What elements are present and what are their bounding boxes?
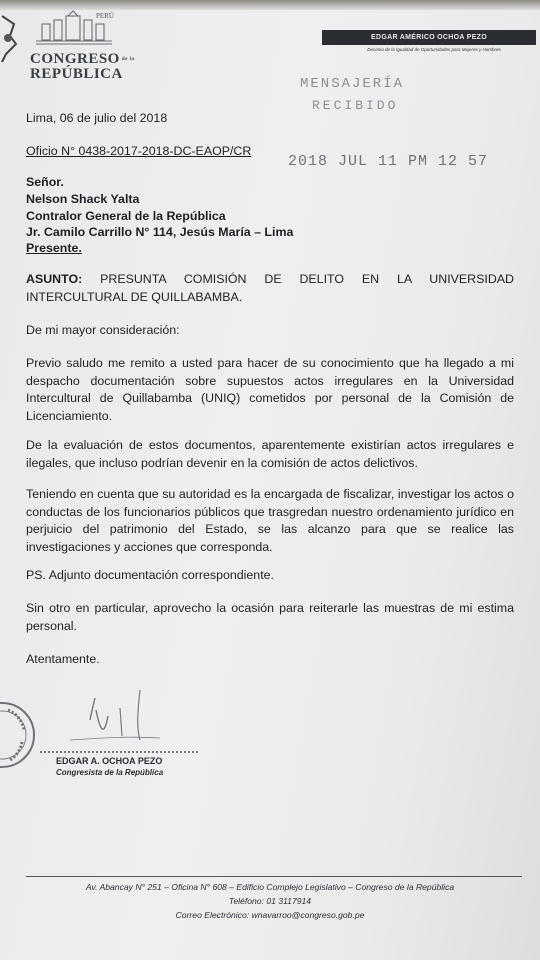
signer-title: Congresista de la República (56, 768, 164, 777)
office-banner: EDGAR AMÉRICO OCHOA PEZO (322, 30, 536, 45)
greeting: De mi mayor consideración: (26, 323, 180, 337)
letter-date: Lima, 06 de julio del 2018 (26, 111, 168, 125)
subject-block (26, 271, 514, 306)
emblem-fragment-icon (0, 14, 18, 64)
signature-line (40, 750, 200, 754)
mensajeria-stamp: MENSAJERÍA (300, 76, 405, 92)
footer-email: Correo Electrónico: wnavarroo@congreso.gob.pe (175, 910, 365, 920)
subject-label: ASUNTO: (26, 272, 83, 286)
oficio-reference: Oficio N° 0438-2017-2018-DC-EAOP/CR (26, 144, 252, 158)
footer-divider (26, 876, 522, 877)
closing-paragraph: Sin otro en particular, aprovecho la ocasión para reiterarle las muestras de mi estima personal. (26, 601, 514, 633)
paragraph-1: Previo saludo me remito a usted para hacer de su conocimiento que ha llegado a mi despacho documentación sobre supuestos actos irregulares en la Universidad Intercultural de Quillabamba (UNIQ) cometidos por personal de la Comisión de Licenciamiento. (26, 356, 514, 423)
office-tagline: Decenio de la Igualdad de Oportunidades para Mujeres y Hombres (367, 47, 501, 52)
recipient-name: Nelson Shack Yalta (26, 192, 140, 206)
recipient-address: Jr. Camilo Carrillo N° 114, Jesús María – Lima (26, 225, 294, 239)
peru-label: PERÚ (96, 12, 114, 20)
recibido-stamp: RECIBIDO (312, 98, 399, 113)
atentamente: Atentamente. (26, 652, 100, 666)
recipient-title: Contralor General de la República (26, 209, 226, 223)
republica-wordmark: REPÚBLICA (30, 66, 123, 82)
presente-label: Presente. (26, 241, 82, 255)
paragraph-3: Teniendo en cuenta que su autoridad es la encargada de fiscalizar, investigar los actos o conductas de los funcionarios públicos que trasgredan nuestro ordenamiento jurídico en perjuicio del patrimonio del Estado, se las alcanzo para que se realice las investigaciones y acciones que corresponda. (26, 487, 514, 554)
congreso-wordmark: CONGRESO de la (30, 51, 135, 67)
salutation: Señor. (26, 175, 64, 189)
footer-address: Av. Abancay N° 251 – Oficina N° 608 – Edificio Complejo Legislativo – Congreso de la República (85, 882, 455, 892)
subject-text: PRESUNTA COMISIÓN DE DELITO EN LA UNIVERSIDAD INTERCULTURAL DE QUILLABAMBA. (26, 272, 514, 304)
postscript: PS. Adjunto documentación correspondiente. (26, 568, 274, 582)
footer-phone: Teléfono: 01 3117914 (228, 896, 312, 906)
official-seal-icon (0, 690, 38, 780)
signer-name: EDGAR A. OCHOA PEZO (56, 756, 163, 766)
photo-top-edge (0, 0, 540, 10)
received-datetime-stamp: 2018 JUL 11 PM 12 57 (288, 153, 489, 170)
handwritten-signature (60, 680, 180, 750)
paragraph-2: De la evaluación de estos documentos, aparentemente existirían actos irregulares e ilegales, que incluso podrían devenir en la comisión de actos delictivos. (26, 438, 514, 470)
